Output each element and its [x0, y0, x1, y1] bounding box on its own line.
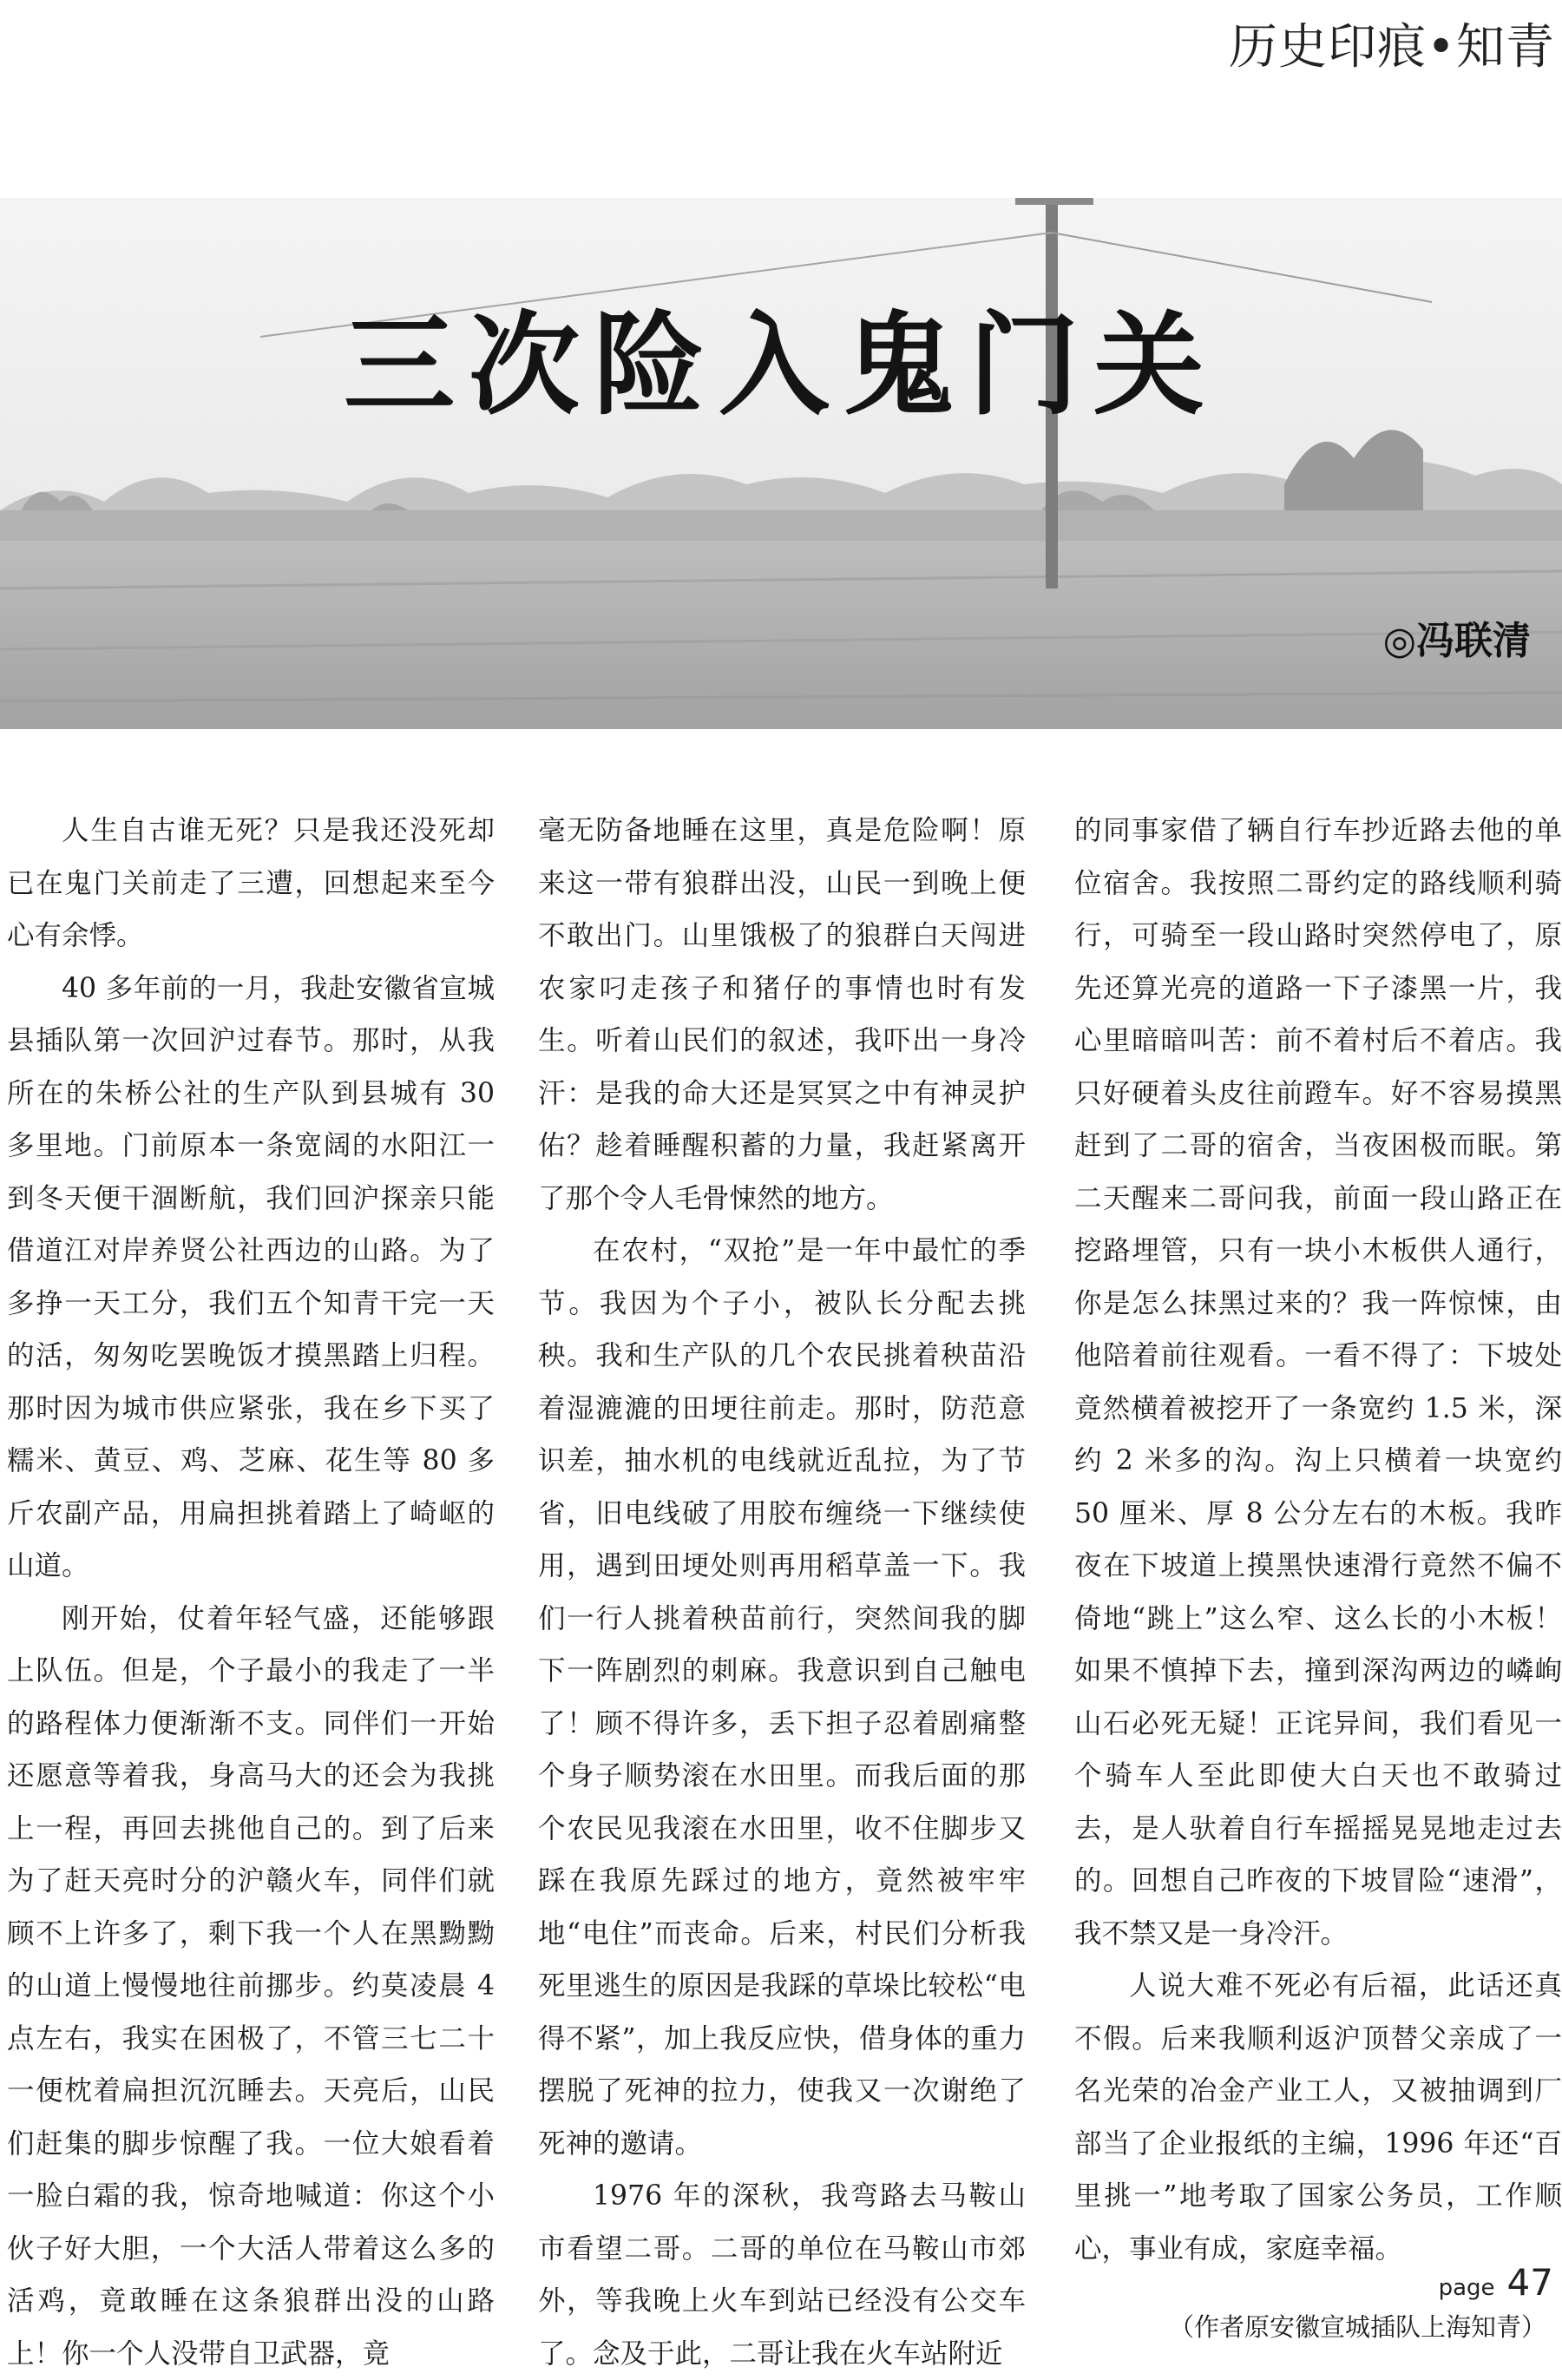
text-column-2	[538, 805, 1026, 2380]
page-number: 47	[1507, 2261, 1553, 2304]
page-label: page	[1439, 2275, 1495, 2301]
paragraph: 1976 年的深秋，我弯路去马鞍山市看望二哥。二哥的单位在马鞍山市郊外，等我晚上火车到站已经没有公交车了。念及于此，二哥让我在火车站附近	[538, 2170, 1026, 2380]
paragraph: 的同事家借了辆自行车抄近路去他的单位宿舍。我按照二哥约定的路线顺利骑行，可骑至一段山路时突然停电了，原先还算光亮的道路一下子漆黑一片，我心里暗暗叫苦：前不着村后不着店。我只好硬着头皮往前蹬车。好不容易摸黑赶到了二哥的宿舍，当夜困极而眠。第二天醒来二哥问我，前面一段山路正在挖路埋管，只有一块小木板供人通行，你是怎么抹黑过来的？我一阵惊悚，由他陪着前往观看。一看不得了：下坡处竟然横着被挖开了一条宽约 1.5 米，深约 2 米多的沟。沟上只横着一块宽约 50 厘米、厚 8 公分左右的木板。我昨夜在下坡道上摸黑快速滑行竟然不偏不倚地“跳上”这么窄、这么长的小木板！如果不慎掉下去，撞到深沟两边的嶙峋山石必死无疑！正诧异间，我们看见一个骑车人至此即使大白天也不敢骑过去，是人驮着自行车摇摇晃晃地走过去的。回想自己昨夜的下坡冒险“速滑”，我不禁又是一身冷汗。	[1074, 805, 1562, 1960]
paragraph: 40 多年前的一月，我赴安徽省宣城县插队第一次回沪过春节。那时，从我所在的朱桥公社的生产队到县城有 30 多里地。门前原本一条宽阔的水阳江一到冬天便干涸断航，我们回沪探亲只能借道江对岸养贤公社西边的山路。为了多挣一天工分，我们五个知青干完一天的活，匆匆吃罢晚饭才摸黑踏上归程。那时因为城市供应紧张，我在乡下买了糯米、黄豆、鸡、芝麻、花生等 80 多斤农副产品，用扁担挑着踏上了崎岖的山道。	[7, 963, 495, 1593]
author-byline: ◎冯联清	[1383, 609, 1531, 665]
section-header: 历史印痕•知青	[1229, 9, 1555, 78]
paragraph: 人生自古谁无死？只是我还没死却已在鬼门关前走了三遭，回想起来至今心有余悸。	[7, 805, 495, 963]
article-title: 三次险入鬼门关	[0, 276, 1562, 436]
paragraph: 毫无防备地睡在这里，真是危险啊！原来这一带有狼群出没，山民一到晚上便不敢出门。山里饿极了的狼群白天闯进农家叼走孩子和猪仔的事情也时有发生。听着山民们的叙述，我吓出一身冷汗：是我的命大还是冥冥之中有神灵护佑？趁着睡醒积蓄的力量，我赶紧离开了那个令人毛骨悚然的地方。	[538, 805, 1026, 1225]
page-footer	[1439, 2261, 1553, 2304]
author-note: （作者原安徽宣城插队上海知青）	[1074, 2301, 1562, 2354]
text-column-3	[1074, 805, 1562, 2354]
paragraph: 在农村，“双抢”是一年中最忙的季节。我因为个子小，被队长分配去挑秧。我和生产队的几个农民挑着秧苗沿着湿漉漉的田埂往前走。那时，防范意识差，抽水机的电线就近乱拉，为了节省，旧电线破了用胶布缠绕一下继续使用，遇到田埂处则再用稻草盖一下。我们一行人挑着秧苗前行，突然间我的脚下一阵剧烈的刺麻。我意识到自己触电了！顾不得许多，丢下担子忍着剧痛整个身子顺势滚在水田里。而我后面的那个农民见我滚在水田里，收不住脚步又踩在我原先踩过的地方，竟然被牢牢地“电住”而丧命。后来，村民们分析我死里逃生的原因是我踩的草垛比较松“电得不紧”，加上我反应快，借身体的重力摆脱了死神的拉力，使我又一次谢绝了死神的邀请。	[538, 1225, 1026, 2170]
paragraph: 人说大难不死必有后福，此话还真不假。后来我顺利返沪顶替父亲成了一名光荣的冶金产业工人，又被抽调到厂部当了企业报纸的主编，1996 年还“百里挑一”地考取了国家公务员，工作顺心，事业有成，家庭幸福。	[1074, 1960, 1562, 2275]
paragraph: 刚开始，仗着年轻气盛，还能够跟上队伍。但是，个子最小的我走了一半的路程体力便渐渐不支。同伴们一开始还愿意等着我，身高马大的还会为我挑上一程，再回去挑他自己的。到了后来为了赶天亮时分的沪赣火车，同伴们就顾不上许多了，剩下我一个人在黑黝黝的山道上慢慢地往前挪步。约莫凌晨 4 点左右，我实在困极了，不管三七二十一便枕着扁担沉沉睡去。天亮后，山民们赶集的脚步惊醒了我。一位大娘看着一脸白霜的我，惊奇地喊道：你这个小伙子好大胆，一个大活人带着这么多的活鸡，竟敢睡在这条狼群出没的山路上！你一个人没带自卫武器，竟	[7, 1593, 495, 2380]
text-column-1	[7, 805, 495, 2380]
